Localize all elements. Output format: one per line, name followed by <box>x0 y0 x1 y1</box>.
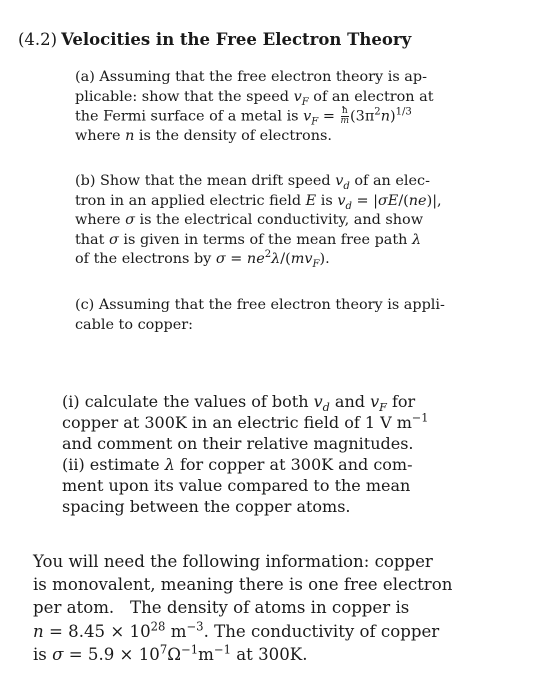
part-b-line: that σ is given in terms of the mean free path λ <box>75 231 422 248</box>
part-a-line: where n is the density of electrons. <box>75 128 332 144</box>
subparts <box>62 391 502 517</box>
part-a <box>75 68 495 147</box>
part-c <box>75 296 495 335</box>
part-b-line: tron in an applied electric field E is $v_d = |\sigma E/(ne)|$, <box>75 192 442 212</box>
subpart-line: (ii) estimate λ for copper at 300K and com- <box>62 455 413 474</box>
info-line: $n = 8.45 \times 10^{28}$ $m^{-3}$. The conductivity of copper <box>33 619 440 641</box>
part-b-line: of the electrons by $\sigma = ne^2\lambda/(mv_F)$. <box>75 249 330 270</box>
subpart-line: and comment on their relative magnitudes. <box>62 434 414 453</box>
subpart-line: copper at 300K in an electric field of 1 V $m^{-1}$ <box>62 411 429 432</box>
part-b-line: (b) Show that the mean drift speed $v_d$ of an elec- <box>75 173 430 192</box>
problem-heading <box>18 29 411 51</box>
problem-number: (4.2) <box>18 30 58 49</box>
info-line: per atom. The density of atoms in copper is <box>33 598 410 618</box>
part-c-line: cable to copper: <box>75 316 193 333</box>
info-line: is $\sigma = 5.9 \times 10^7\Omega^{-1}m^{-1}$ at 300K. <box>33 642 308 664</box>
info-line: You will need the following information: copper <box>33 552 433 571</box>
part-b-line: where σ is the electrical conductivity, and show <box>75 212 424 228</box>
info-line: is monovalent, meaning there is one free electron <box>33 575 453 595</box>
part-a-line: (a) Assuming that the free electron theory is ap- <box>75 69 427 85</box>
subpart-line: spacing between the copper atoms. <box>62 497 351 516</box>
subpart-line: (i) calculate the values of both $v_d$ and $v_F$ for <box>62 392 416 415</box>
part-a-line: plicable: show that the speed $v_F$ of an electron at <box>75 88 434 108</box>
subpart-line: ment upon its value compared to the mean <box>62 476 411 495</box>
part-a-line: the Fermi surface of a metal is $v_F$ = $\frac{ħ}{m}$ $(3\pi^2n)^{1/3}$ <box>75 106 412 128</box>
problem-title: Velocities in the Free Electron Theory <box>61 30 412 49</box>
part-b <box>75 172 495 270</box>
given-information <box>33 550 513 666</box>
part-c-line: (c) Assuming that the free electron theory is appli- <box>75 297 445 313</box>
